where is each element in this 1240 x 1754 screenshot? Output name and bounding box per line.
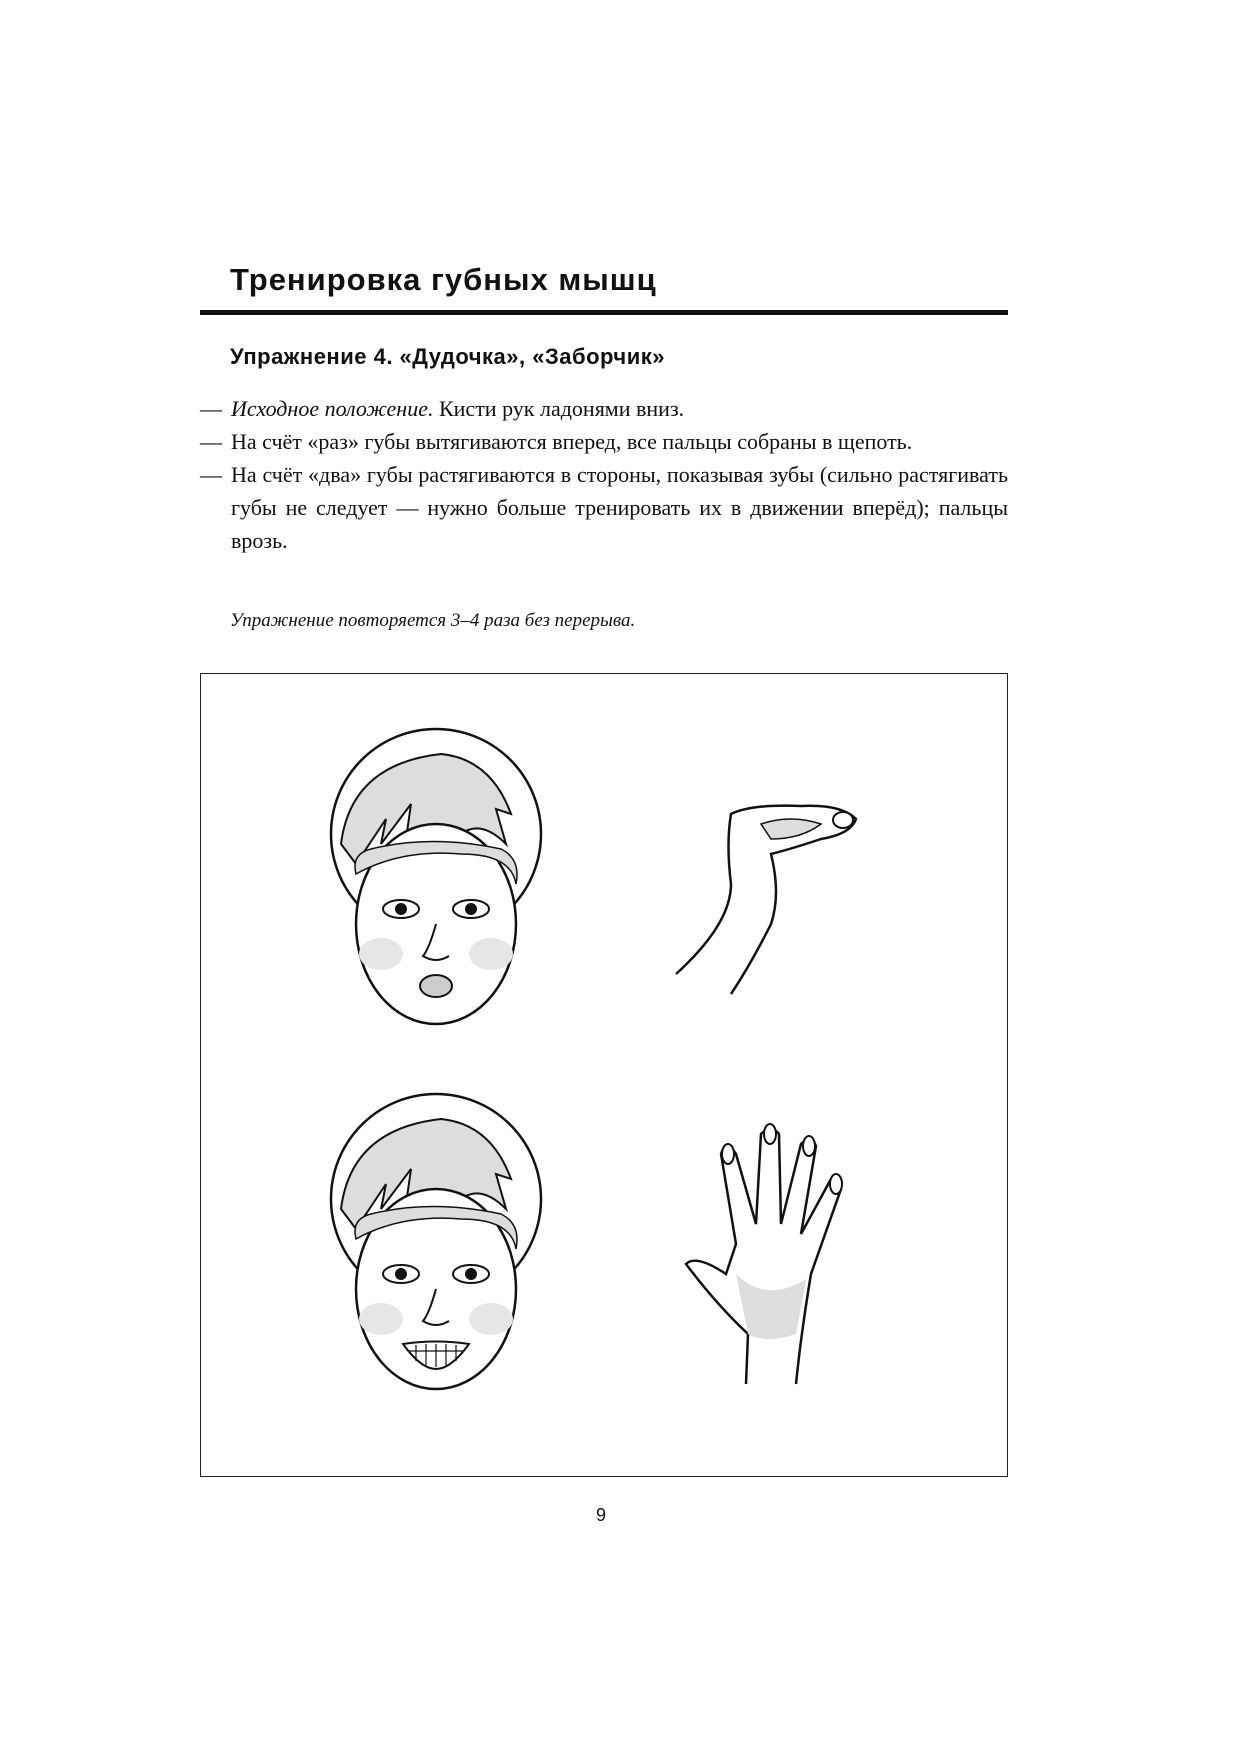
face-smile-teeth-illustration (311, 1089, 561, 1399)
step-item (200, 458, 1008, 557)
exercise-title: Упражнение 4. «Дудочка», «Заборчик» (230, 344, 665, 369)
step-item (200, 425, 1008, 458)
step-text: На счёт «два» губы растягиваются в стороны, показывая зубы (сильно растягивать губы не следует — нужно больше тренировать их в движении вперёд); пальцы врозь. (231, 462, 1008, 553)
page-heading: Тренировка губных мышц (230, 262, 657, 297)
step-italic-lead: Исходное положение. (231, 396, 434, 421)
repeat-note: Упражнение повторяется 3–4 раза без перерыва. (230, 610, 636, 631)
step-dash: — (200, 396, 222, 421)
step-text: Кисти рук ладонями вниз. (433, 396, 685, 421)
face-pursed-lips-illustration (311, 724, 561, 1034)
step-dash: — (200, 429, 222, 454)
step-dash: — (200, 462, 222, 487)
hand-spread-fingers-illustration (676, 1104, 896, 1394)
step-text: На счёт «раз» губы вытягиваются вперед, все пальцы собраны в щепоть. (231, 429, 913, 454)
illustration-frame (200, 673, 1008, 1477)
step-item (200, 392, 1008, 425)
heading-rule (200, 310, 1008, 315)
steps-list (200, 392, 1008, 557)
page-number: 9 (596, 1505, 607, 1525)
hand-pinched-fingers-illustration (671, 784, 891, 1004)
